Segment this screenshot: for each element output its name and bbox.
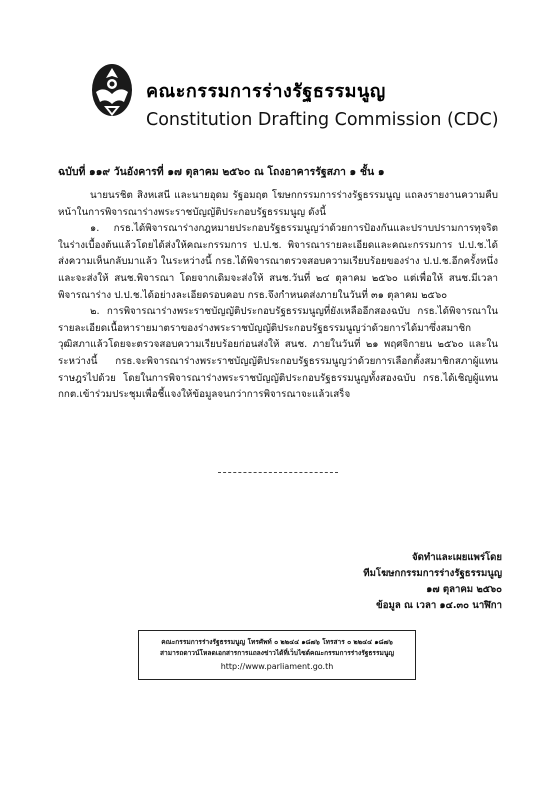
press-release-body	[58, 188, 498, 404]
signature-date: ๑๗ ตุลาคม ๒๕๖๐	[426, 584, 502, 595]
org-name-thai: คณะกรรมการร่างรัฐธรรมนูญ	[146, 81, 386, 102]
garuda-emblem-icon	[90, 62, 134, 120]
footer-url[interactable]: http://www.parliament.go.th	[220, 662, 334, 671]
contact-footer-box	[138, 630, 416, 680]
intro-paragraph: นายนรชิต สิงหเสนี และนายอุดม รัฐอมฤต โฆษกกรรมการร่างรัฐธรรมนูญ แถลงรายงานความคืบหน้าในการพิจารณาร่างพระราชบัญญัติประกอบรัฐธรรมนูญ ดังนี้	[58, 190, 498, 218]
org-name-english: Constitution Drafting Commission (CDC)	[146, 110, 499, 130]
item-paragraph-1: ๑. กรธ.ได้พิจารณาร่างกฎหมายประกอบรัฐธรรมนูญว่าด้วยการป้องกันและปราบปรามการทุจริตในร่างเบื้องต้นแล้วโดยได้ส่งให้คณะกรรมการ ป.ป.ช. พิจารณารายละเอียดและคณะกรรมการ ป.ป.ช.ได้ส่งความเห็นกลับมาแล้ว ในระหว่างนี้ กรธ.ได้พิจารณาตรวจสอบความเรียบร้อยของร่าง ป.ป.ช.อีกครั้งหนึ่งและจะส่งให้ สนช.พิจารณา โดยจากเดิมจะส่งให้ สนช.วันที่ ๒๔ ตุลาคม ๒๕๖๐ แต่เพื่อให้ สนช.มีเวลาพิจารณาร่าง ป.ป.ช.ได้อย่างละเอียดรอบคอบ กรธ.จึงกำหนดส่งภายในวันที่ ๓๑ ตุลาคม ๒๕๖๐	[58, 223, 498, 301]
signature-time: ข้อมูล ณ เวลา ๑๔.๓๐ นาฬิกา	[376, 600, 502, 611]
footer-download-line: สามารถดาวน์โหลดเอกสารการแถลงข่าวได้ที่เว็บไซต์คณะกรรมการร่างรัฐธรรมนูญ	[160, 649, 394, 657]
signature-block	[282, 550, 502, 614]
footer-phone-line: คณะกรรมการร่างรัฐธรรมนูญ โทรศัพท์ ๐ ๒๒๔๔ ๑๘๗๖ โทรสาร ๐ ๒๒๔๔ ๑๘๗๖	[161, 638, 393, 646]
separator-line	[218, 472, 338, 473]
item-paragraph-2: ๒. การพิจารณาร่างพระราชบัญญัติประกอบรัฐธรรมนูญที่ยังเหลืออีกสองฉบับ กรธ.ได้พิจารณาในรายละเอียดเนื้อหารายมาตราของร่างพระราชบัญญัติประกอบรัฐธรรมนูญว่าด้วยการได้มาซึ่งสมาชิกวุฒิสภาแล้วโดยจะตรวจสอบความเรียบร้อยก่อนส่งให้ สนช. ภายในวันที่ ๒๑ พฤศจิกายน ๒๕๖๐ และในระหว่างนี้ กรธ.จะพิจารณาร่างพระราชบัญญัติประกอบรัฐธรรมนูญว่าด้วยการเลือกตั้งสมาชิกสภาผู้แทนราษฎรไปด้วย โดยในการพิจารณาร่างพระราชบัญญัติประกอบรัฐธรรมนูญทั้งสองฉบับ กรธ.ได้เชิญผู้แทน กกต.เข้าร่วมประชุมเพื่อชี้แจงให้ข้อมูลจนกว่าการพิจารณาจะแล้วเสร็จ	[58, 306, 498, 401]
issue-line: ฉบับที่ ๑๑๙ วันอังคารที่ ๑๗ ตุลาคม ๒๕๖๐ ณ โถงอาคารรัฐสภา ๑ ชั้น ๑	[58, 166, 385, 178]
signature-line: จัดทำและเผยแพร่โดย	[412, 552, 502, 563]
signature-line: ทีมโฆษกกรรมการร่างรัฐธรรมนูญ	[363, 568, 502, 579]
